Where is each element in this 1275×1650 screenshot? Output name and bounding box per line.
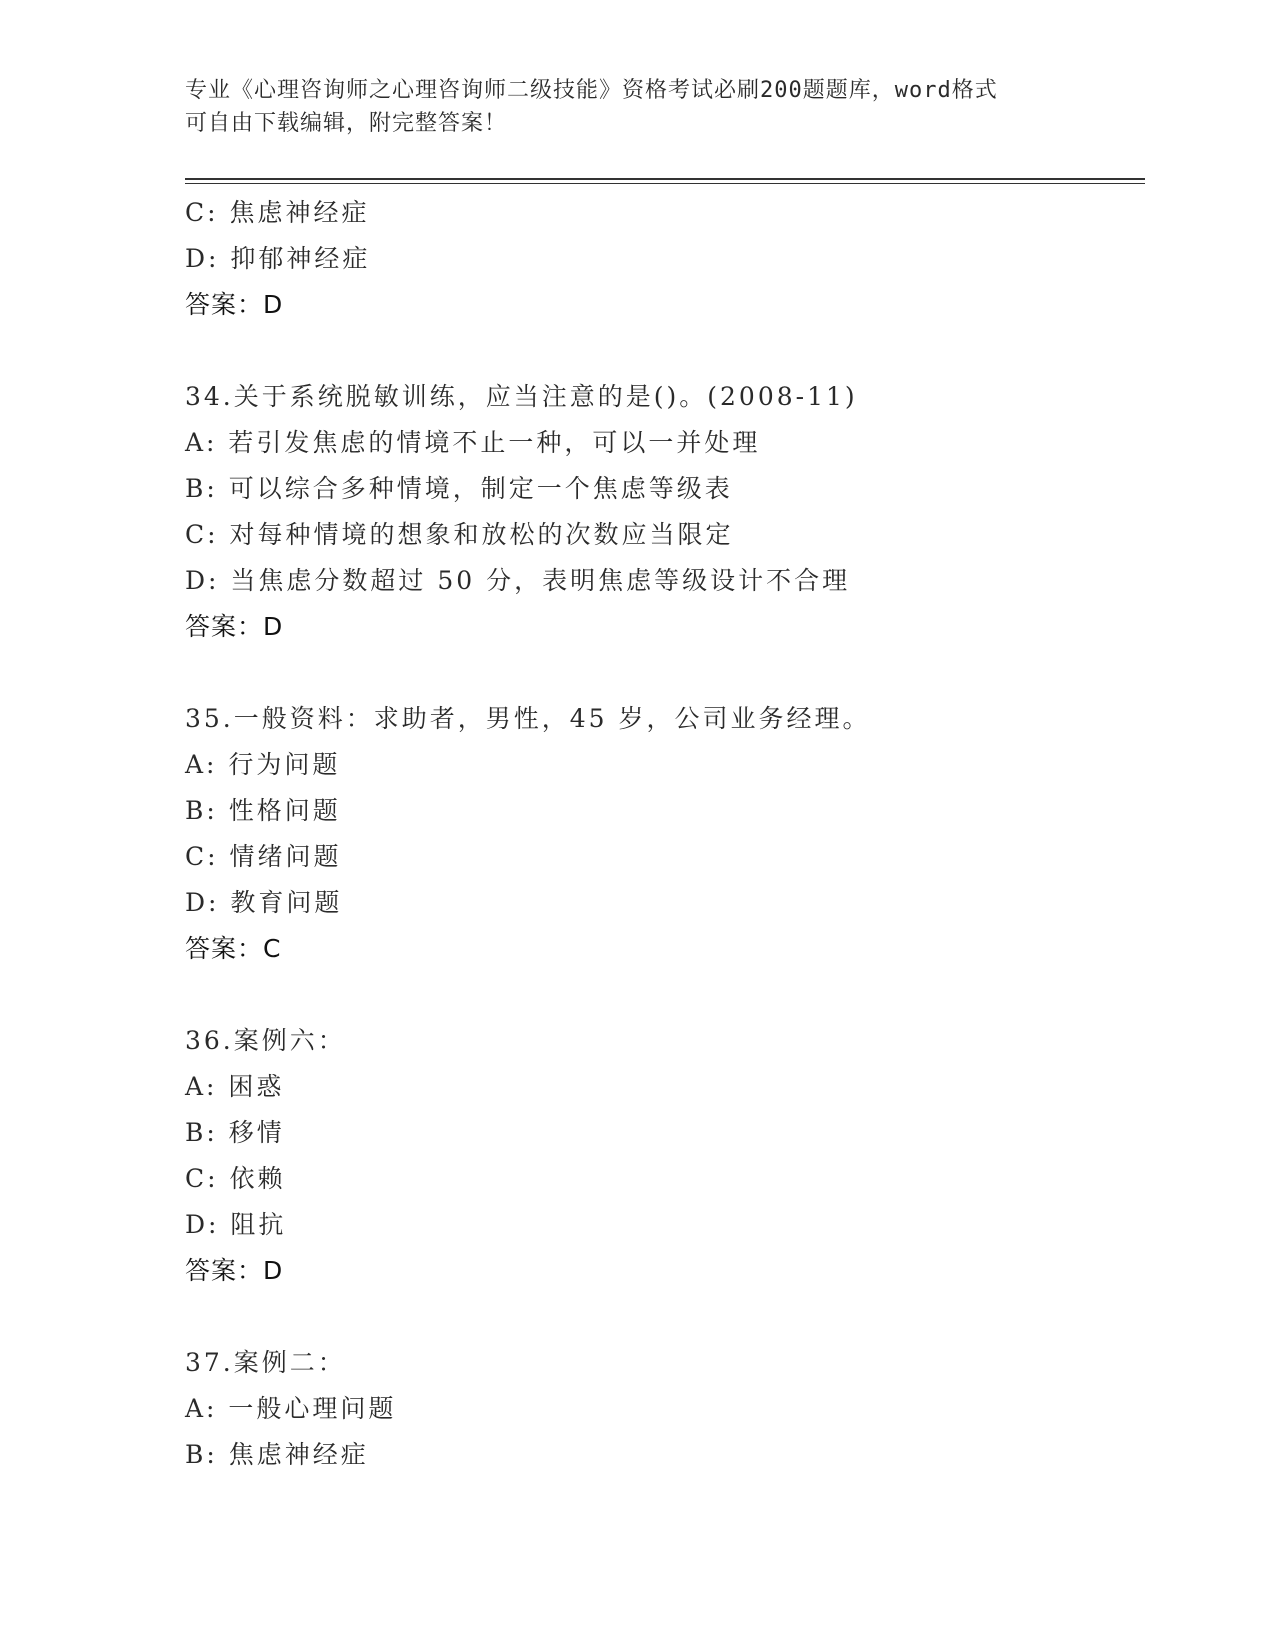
question-stem: 35.一般资料：求助者，男性，45 岁，公司业务经理。 [185, 704, 871, 733]
header-line-1: 专业《心理咨询师之心理咨询师二级技能》资格考试必刷200题题库，word格式 [185, 78, 998, 103]
option-c: C: 对每种情境的想象和放松的次数应当限定 [185, 520, 734, 549]
spacer [185, 972, 1145, 1018]
question-34 [185, 374, 1145, 650]
answer-line: 答案：C [185, 934, 282, 963]
option-a: A: 若引发焦虑的情境不止一种，可以一并处理 [185, 428, 761, 457]
question-37 [185, 1340, 1145, 1478]
question-stem: 37.案例二： [185, 1348, 346, 1377]
option-a: A: 困惑 [185, 1072, 285, 1101]
question-36 [185, 1018, 1145, 1294]
header-divider-thin [185, 183, 1145, 184]
question-33-continued [185, 190, 1145, 328]
option-d: D: 抑郁神经症 [185, 244, 371, 273]
answer-line: 答案：D [185, 1256, 284, 1285]
answer-line: 答案：D [185, 612, 284, 641]
option-c: C: 焦虑神经症 [185, 198, 370, 227]
option-b: B: 焦虑神经症 [185, 1440, 369, 1469]
option-b: B: 移情 [185, 1118, 285, 1147]
option-a: A: 一般心理问题 [185, 1394, 397, 1423]
spacer [185, 1294, 1145, 1340]
option-d: D: 教育问题 [185, 888, 343, 917]
option-b: B: 性格问题 [185, 796, 341, 825]
option-c: C: 情绪问题 [185, 842, 342, 871]
spacer [185, 650, 1145, 696]
header-line-2: 可自由下载编辑，附完整答案！ [185, 111, 508, 136]
option-c: C: 依赖 [185, 1164, 286, 1193]
question-35 [185, 696, 1145, 972]
document-header [185, 74, 1085, 140]
question-stem: 34.关于系统脱敏训练，应当注意的是()。(2008-11) [185, 382, 858, 411]
question-list [185, 190, 1145, 1478]
spacer [185, 328, 1145, 374]
question-stem: 36.案例六： [185, 1026, 346, 1055]
header-divider-thick [185, 178, 1145, 180]
option-b: B: 可以综合多种情境，制定一个焦虑等级表 [185, 474, 733, 503]
option-a: A: 行为问题 [185, 750, 341, 779]
option-d: D: 阻抗 [185, 1210, 287, 1239]
answer-line: 答案：D [185, 290, 284, 319]
option-d: D: 当焦虑分数超过 50 分，表明焦虑等级设计不合理 [185, 566, 851, 595]
